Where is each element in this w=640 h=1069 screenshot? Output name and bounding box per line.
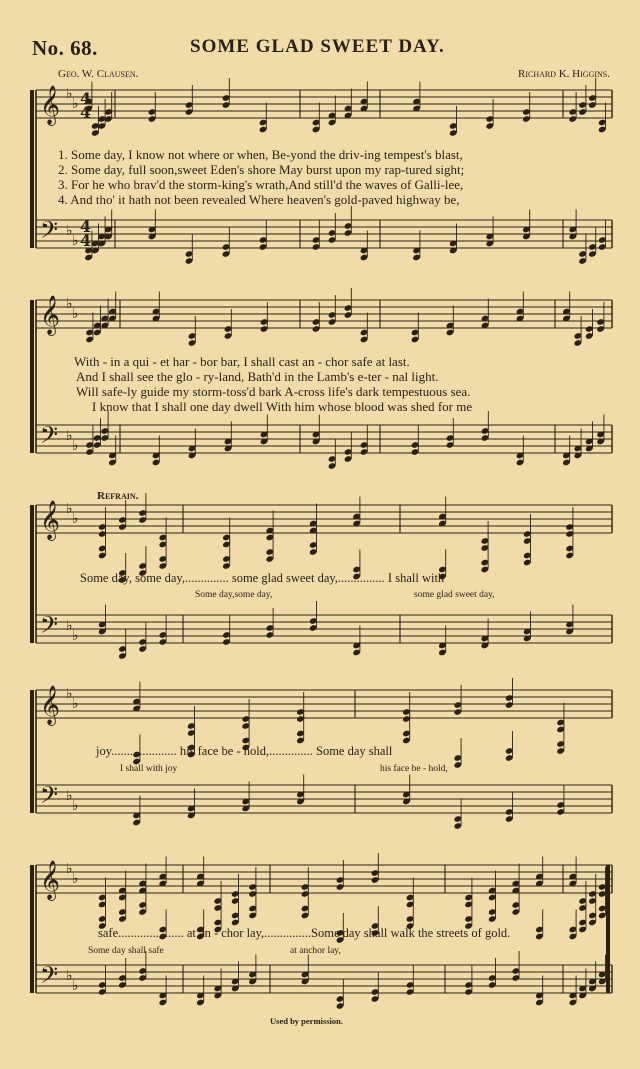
flat-sign: ♭ (66, 861, 73, 877)
author-credit: Richard K. Higgins. (517, 68, 610, 80)
flat-sign: ♭ (72, 696, 79, 712)
flat-sign: ♭ (72, 871, 79, 887)
treble-clef: 𝄞 (40, 860, 61, 900)
refrain-alto-2b: his face be - hold, (380, 764, 448, 774)
flat-sign: ♭ (66, 428, 73, 444)
bass-clef: 𝄢 (40, 781, 59, 814)
flat-sign: ♭ (72, 438, 79, 454)
verse-4-line-1: 4. And tho' it hath not been revealed Where heaven's gold-paved highway be, (58, 192, 460, 207)
flat-sign: ♭ (66, 788, 73, 804)
final-bar (606, 865, 610, 993)
refrain-alto-1b: some glad sweet day, (414, 590, 495, 600)
composer-credit: Geo. W. Clausen. (58, 68, 139, 80)
refrain-line-2: joy..................... his face be - hold,.............. Some day shall (96, 744, 393, 758)
permission-credit: Used by permission. (270, 1016, 343, 1026)
verse-3-line-2: Will safe-ly guide my storm-toss'd bark A-cross life's dark tempestuous sea. (76, 384, 471, 399)
refrain-alto-2a: I shall with joy (120, 764, 178, 774)
hymn-title: SOME GLAD SWEET DAY. (190, 36, 445, 57)
refrain-line-1: Some day, some day,.............. some glad sweet day,............... I shall with (80, 571, 445, 585)
refrain-alto-3a: Some day shall safe (88, 946, 164, 956)
system-brace (30, 690, 34, 813)
flat-sign: ♭ (72, 96, 79, 112)
verse-1-line-2: With - in a qui - et har - bor bar, I shall cast an - chor safe at last. (74, 354, 410, 369)
verse-1-line-1: 1. Some day, I know not where or when, Be-yond the driv-ing tempest's blast, (58, 147, 463, 162)
flat-sign: ♭ (66, 501, 73, 517)
verse-3-line-1: 3. For he who brav'd the storm-king's wrath,And still'd the waves of Galli-lee, (58, 177, 464, 192)
treble-clef: 𝄞 (40, 85, 61, 125)
flat-sign: ♭ (72, 798, 79, 814)
bass-clef: 𝄢 (40, 961, 59, 994)
system-brace (30, 90, 34, 248)
treble-clef: 𝄞 (40, 685, 61, 725)
treble-clef: 𝄞 (40, 295, 61, 335)
flat-sign: ♭ (72, 233, 79, 249)
time-signature-bottom: 4 (80, 103, 92, 122)
bass-clef: 𝄢 (40, 216, 59, 249)
time-signature-bottom: 4 (80, 231, 92, 250)
verse-2-line-1: 2. Some day, full soon,sweet Eden's shore May burst upon my rap-tured sight; (58, 162, 465, 177)
system-brace (30, 300, 34, 453)
refrain-label: Refrain. (97, 490, 139, 502)
system-brace (30, 865, 34, 993)
flat-sign: ♭ (66, 968, 73, 984)
flat-sign: ♭ (66, 86, 73, 102)
time-signature-top: 4 (80, 89, 92, 108)
treble-clef: 𝄞 (40, 500, 61, 540)
verse-4-line-2: I know that I shall one day dwell With him whose blood was shed for me (92, 399, 473, 414)
hymn-number: No. 68. (32, 36, 98, 60)
flat-sign: ♭ (72, 978, 79, 994)
system-brace (30, 505, 34, 643)
flat-sign: ♭ (66, 296, 73, 312)
refrain-line-3: safe..................... at an - chor lay,...............Some day shall walk the streets of gold. (98, 926, 511, 940)
time-signature-top: 4 (80, 217, 92, 236)
flat-sign: ♭ (72, 511, 79, 527)
flat-sign: ♭ (72, 306, 79, 322)
bass-clef: 𝄢 (40, 611, 59, 644)
flat-sign: ♭ (66, 686, 73, 702)
flat-sign: ♭ (66, 618, 73, 634)
refrain-alto-1a: Some day,some day, (195, 590, 273, 600)
flat-sign: ♭ (72, 628, 79, 644)
bass-clef: 𝄢 (40, 421, 59, 454)
refrain-alto-3b: at anchor lay, (290, 946, 341, 956)
flat-sign: ♭ (66, 223, 73, 239)
verse-2-line-2: And I shall see the glo - ry-land, Bath'd in the Lamb's e-ter - nal light. (76, 369, 439, 384)
